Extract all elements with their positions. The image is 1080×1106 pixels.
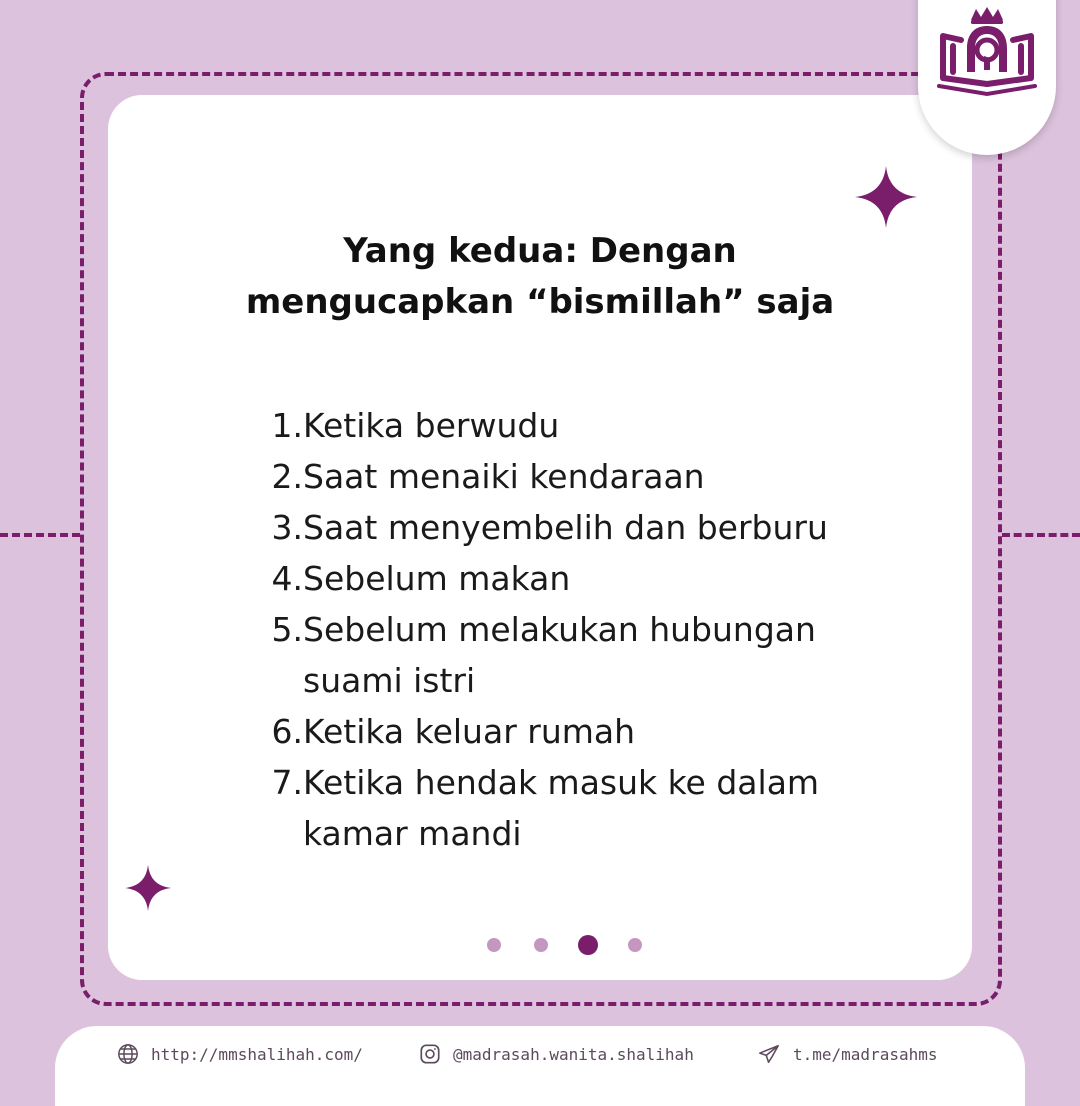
list-item-text: Saat menaiki kendaraan xyxy=(303,457,705,496)
list-item-number: 7. xyxy=(271,763,303,802)
list-item-text: Sebelum makan xyxy=(303,559,571,598)
madrasah-logo-icon xyxy=(929,6,1045,106)
list-item-number: 6. xyxy=(271,712,303,751)
list-item-number: 3. xyxy=(271,508,303,547)
list-item xyxy=(265,604,863,706)
list-item xyxy=(265,400,863,451)
footer-telegram[interactable] xyxy=(757,1043,938,1065)
bismillah-occasions-list xyxy=(265,400,863,859)
page-title xyxy=(108,226,972,328)
list-item xyxy=(265,451,863,502)
list-item-number: 2. xyxy=(271,457,303,496)
pagination-dot[interactable] xyxy=(628,938,642,952)
globe-icon xyxy=(117,1043,139,1065)
sparkle-icon-bottom-left xyxy=(125,865,171,911)
list-item-number: 1. xyxy=(271,406,303,445)
footer-website[interactable] xyxy=(117,1043,363,1065)
list-item-text: Sebelum melakukan hubungan suami istri xyxy=(303,610,816,700)
list-item-text: Ketika berwudu xyxy=(303,406,560,445)
list-item xyxy=(265,757,863,859)
footer-instagram[interactable] xyxy=(419,1043,694,1065)
title-line-1: Yang kedua: Dengan xyxy=(343,231,737,271)
right-dashed-line xyxy=(1002,533,1080,537)
list-item-text: Saat menyembelih dan berburu xyxy=(303,508,828,547)
pagination-dots xyxy=(487,935,647,955)
list-item xyxy=(265,553,863,604)
logo-badge xyxy=(918,0,1056,155)
list-item xyxy=(265,706,863,757)
pagination-dot-active[interactable] xyxy=(578,935,598,955)
footer-bar xyxy=(55,1026,1025,1106)
paper-plane-icon xyxy=(757,1043,781,1065)
list-item xyxy=(265,502,863,553)
pagination-dot[interactable] xyxy=(487,938,501,952)
telegram-link[interactable]: t.me/madrasahms xyxy=(793,1044,938,1064)
left-dashed-line xyxy=(0,533,80,537)
instagram-icon xyxy=(419,1043,441,1065)
list-item-number: 4. xyxy=(271,559,303,598)
pagination-dot[interactable] xyxy=(534,938,548,952)
title-line-2: mengucapkan “bismillah” saja xyxy=(245,282,835,322)
list-item-text: Ketika hendak masuk ke dalam kamar mandi xyxy=(303,763,820,853)
website-link[interactable]: http://mmshalihah.com/ xyxy=(151,1044,363,1064)
instagram-handle[interactable]: @madrasah.wanita.shalihah xyxy=(453,1044,694,1064)
list-item-text: Ketika keluar rumah xyxy=(303,712,636,751)
sparkle-icon-top-right xyxy=(855,166,917,228)
list-item-number: 5. xyxy=(271,610,303,649)
